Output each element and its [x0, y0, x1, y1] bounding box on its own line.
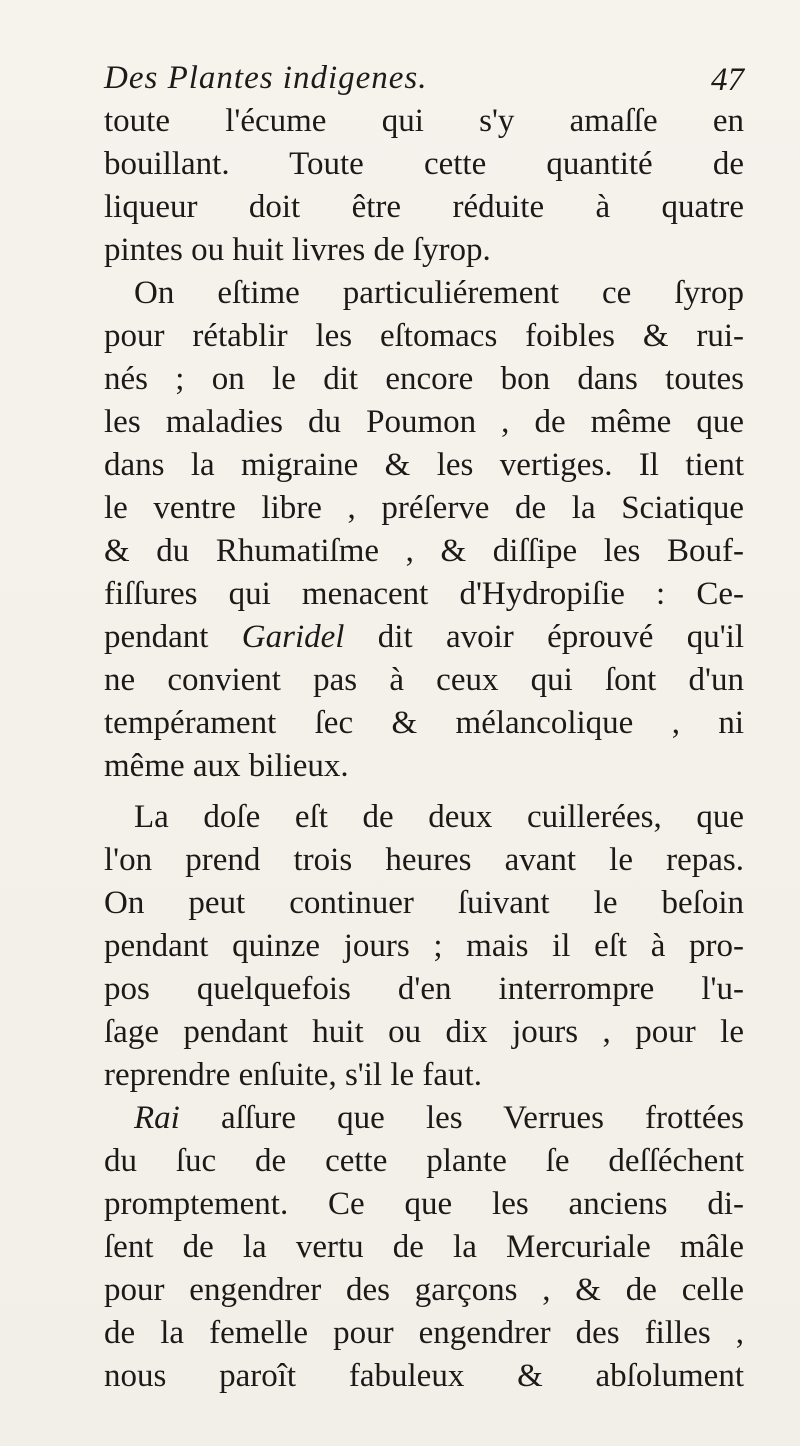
text-line: reprendre enſuite, s'il le faut. — [104, 1057, 482, 1093]
text-line: pendant quinze jours ; mais il eſt à pro- — [104, 928, 744, 964]
text-line: toute l'écume qui s'y amaſſe en — [104, 103, 744, 139]
text-line: nés ; on le dit encore bon dans toutes — [104, 361, 744, 397]
text-line: tempérament ſec & mélancolique , ni — [104, 705, 744, 741]
text-line: l'on prend trois heures avant le repas. — [104, 842, 744, 878]
text-line: promptement. Ce que les anciens di- — [104, 1186, 744, 1222]
text-line: La doſe eſt de deux cuillerées, que — [134, 799, 744, 835]
text-line: & du Rhumatiſme , & diſſipe les Bouf- — [104, 533, 744, 569]
text-line: ſage pendant huit ou dix jours , pour le — [104, 1014, 744, 1050]
text-line: dans la migraine & les vertiges. Il tient — [104, 447, 744, 483]
page-number: 47 — [711, 62, 744, 98]
text-line: ne convient pas à ceux qui ſont d'un — [104, 662, 744, 698]
text-line: liqueur doit être réduite à quatre — [104, 189, 744, 225]
text-line: pendant Garidel dit avoir éprouvé qu'il — [104, 619, 744, 655]
text-line: ſent de la vertu de la Mercuriale mâle — [104, 1229, 744, 1265]
text-line: le ventre libre , préſerve de la Sciatique — [104, 490, 744, 526]
text-line: pour engendrer des garçons , & de celle — [104, 1272, 744, 1308]
text-line: même aux bilieux. — [104, 748, 349, 784]
text-line: de la femelle pour engendrer des filles , — [104, 1315, 744, 1351]
author-name: Garidel — [241, 619, 345, 655]
author-name: Rai — [134, 1100, 180, 1136]
body-text — [104, 100, 744, 1398]
text-line: pos quelquefois d'en interrompre l'u- — [104, 971, 744, 1007]
running-title: Des Plantes indigenes. — [104, 60, 428, 96]
text-line: Rai aſſure que les Verrues frottées — [134, 1100, 744, 1136]
text-line: On peut continuer ſuivant le beſoin — [104, 885, 744, 921]
paragraph-gap — [104, 788, 744, 796]
text-line: les maladies du Poumon , de même que — [104, 404, 744, 440]
text-line: pour rétablir les eſtomacs foibles & rui- — [104, 318, 744, 354]
text-line: du ſuc de cette plante ſe deſſéchent — [104, 1143, 744, 1179]
text-line: On eſtime particuliérement ce ſyrop — [134, 275, 744, 311]
text-line: pintes ou huit livres de ſyrop. — [104, 232, 491, 268]
text-line: fiſſures qui menacent d'Hydropiſie : Ce- — [104, 576, 744, 612]
text-line: bouillant. Toute cette quantité de — [104, 146, 744, 182]
text-line: nous paroît fabuleux & abſolument — [104, 1358, 744, 1394]
